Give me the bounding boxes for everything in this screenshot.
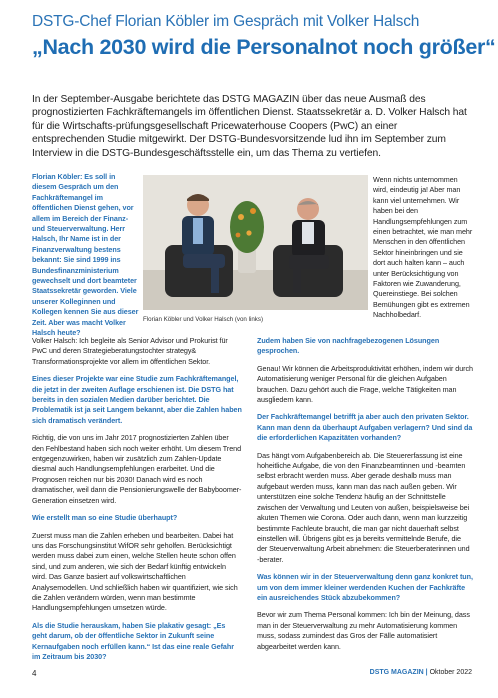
interview-answer: Das hängt vom Aufgabenbereich ab. Die Steuererfassung ist eine hoheitliche Aufgabe, die von den Finanzbeamtinnen und -beamten selbst erbracht werden muss. Aber gerade deshalb muss man aufgebaut werden muss, kann man das nach außen geben. Wir unterstützen eine solche Tendenz häufig an der Schnittstelle zwischen der Verwaltung und Leuten von außen, beispielsweise bei akuten Themen wie Corona. Oder auch dann, wenn man kurzzeitig bestimmte Fachleute braucht, die man gar nicht dauerhaft selbst einstellen will. Übrigens gibt es ja bereits vermittelnde Berufe, die der Steuerverwaltung Arbeit abnehmen: die Steuerberaterinnen und -berater. bbox=[257, 450, 470, 564]
interview-question: Eines dieser Projekte war eine Studie zum Fachkräftemangel, die jetzt in der zweiten Auflage erschienen ist. Die DSTG hat bereits in den sozialen Medien darüber berichtet. Die Problematik ist ja seit Langem bekannt, aber die Zahlen haben sich dramatisch verändert. bbox=[32, 374, 242, 425]
kicker: DSTG-Chef Florian Köbler im Gespräch mit Volker Halsch bbox=[32, 13, 420, 30]
interview-question: Wie erstellt man so eine Studie überhaupt? bbox=[32, 513, 178, 523]
interview-question: Der Fachkräftemangel betrifft ja aber auch den privaten Sektor. Kann man denn da überhaupt Aufgaben verlagern? Und sind da die erforderlichen Kapazitäten vorhanden? bbox=[257, 412, 473, 443]
photo-caption: Florian Köbler und Volker Halsch (von links) bbox=[143, 316, 264, 323]
question-left: Florian Köbler: Es soll in diesem Gespräch um den Fachkräftemangel im öffentlichen Dienst gehen, vor allem im Bereich der Finanz- und Steuerverwaltung. Herr Halsch, Ihr Name ist in der Finanzverwaltung bestens bekannt: Sie sind 1999 ins Bundesfinanzministerium gewechselt und dort beamteter Staatssekretär geworden. Viele unserer Kolleginnen und Kollegen kennen Sie aus dieser Zeit. Aber was macht Volker Halsch heute? bbox=[32, 172, 139, 338]
interview-photo bbox=[143, 175, 368, 310]
page-footer bbox=[0, 666, 498, 688]
issue-date: Oktober 2022 bbox=[429, 669, 472, 676]
interview-question: Als die Studie herauskam, haben Sie plakativ gesagt: „Es geht darum, ob der öffentliche Sektor in Zukunft seine Kernaufgaben noch erfüllen kann.“ Ist das eine reale Gefahr im Zeitraum bis 2030? bbox=[32, 620, 234, 661]
column-right bbox=[257, 336, 473, 659]
interview-answer: Richtig, die von uns im Jahr 2017 prognostizierten Zahlen über den Fehlbestand haben sich noch weiter erhöht. Um diesem Trend entgegenzuwirken, haben wir zusätzlich zum Zahlen-Update diesmal auch Handlungsempfehlungen erarbeitet. Und die Prognosen reichen nur bis 2030! Danach wird es noch dramatischer, weil dann die Pensionierungswelle der Babyboomer-Generation einsetzen wird. bbox=[32, 433, 242, 505]
interview-question: Was können wir in der Steuerverwaltung denn ganz konkret tun, um von dem immer kleiner werdenden Kuchen der Fachkräfte ein ausreichendes Stück abzubekommen? bbox=[257, 572, 473, 602]
interview-answer: Bevor wir zum Thema Personal kommen: Ich bin der Meinung, dass man in der Steuerverwaltung zu mehr Automatisierung kommen muss, sodass zumindest das Gros der Fälle automatisiert abgearbeitet werden kann. bbox=[257, 610, 470, 651]
page-title: „Nach 2030 wird die Personalnot noch größer“ bbox=[32, 35, 496, 59]
interview-answer: Zuerst muss man die Zahlen erheben und bearbeiten. Dabei hat uns das Forschungsinstitut WifOR sehr geholfen. Berücksichtigt werden muss dabei zum einen, welche Stellen heute schon offen sind, und zum anderen, wie sich der Bedarf künftig entwickeln wird. Das Ganze basiert auf volkswirtschaftlichen Analysemodellen. Und schließlich haben wir quantifiziert, wie sich die Zahlen verändern würden, wenn man bestimmte Handlungsempfehlungen umsetzen würde. bbox=[32, 530, 238, 613]
column-left bbox=[32, 336, 242, 669]
magazine-name: DSTG MAGAZIN bbox=[369, 669, 424, 676]
answer-right-top: Wenn nichts unternommen wird, eindeutig ja! Aber man kann viel unternehmen. Wir haben bei den Handlungsempfehlungen zum einen betrachtet, wie man mehr Menschen in den öffentlichen Sektor hineinbringen und sie dort auch halten kann – auch unter Berücksichtigung von Faktoren wie Zuwanderung, Quereinstiege. Bei solchen Bemühungen gibt es extremen Nachholbedarf. bbox=[373, 175, 473, 320]
intro-paragraph: In der September-Ausgabe berichtete das DSTG MAGAZIN über das neue Ausmaß des prognostizierten Fachkräftemangels im öffentlichen Dienst. Staatssekretär a. D. Volker Halsch hat für die Wirtschafts-prüfungsgesellschaft Pricewaterhouse Coopers (PwC) an einer entsprechenden Studie mitgewirkt. Der DSTG-Bundesvorsitzende lud ihn im September zum Interview in die DSTG-Bundesgeschäftsstelle ein, um das Thema zu vertiefen. bbox=[32, 94, 467, 159]
interview-answer: Genau! Wir können die Arbeitsproduktivität erhöhen, indem wir durch Automatisierung weniger Personal für die gleichen Aufgaben brauchen. Dazu gehört auch die Frage, welche Tätigkeiten man ausgliedern kann. bbox=[257, 363, 473, 405]
interview-question: Zudem haben Sie von nachfragebezogenen Lösungen gesprochen. bbox=[257, 336, 440, 356]
page-number: 4 bbox=[32, 669, 37, 678]
photo-illustration bbox=[143, 175, 368, 310]
magazine-label: DSTG MAGAZIN | Oktober 2022 bbox=[369, 669, 472, 676]
interview-answer: Volker Halsch: Ich begleite als Senior Advisor und Prokurist für PwC und deren Strategieberatungstochter strategy& Transformationsprojekte vor allem im öffentlichen Sektor. bbox=[32, 336, 228, 366]
